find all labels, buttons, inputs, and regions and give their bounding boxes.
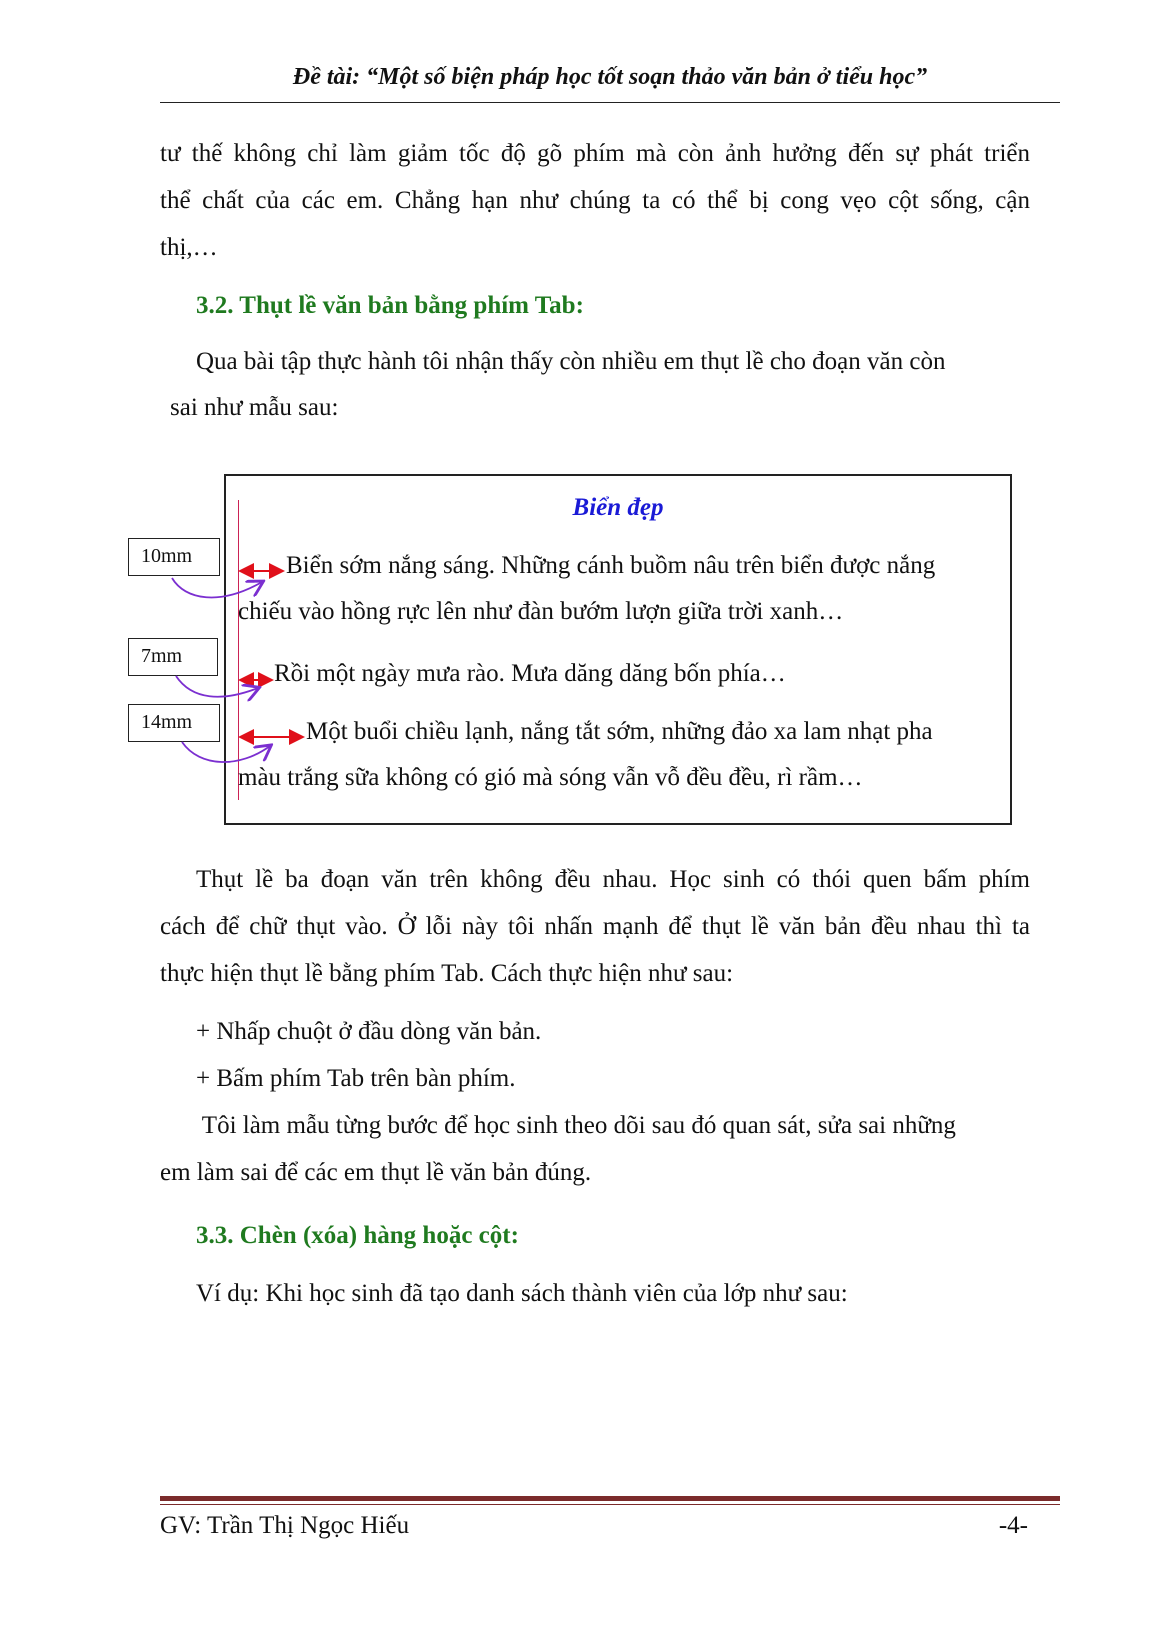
footer-divider-thin xyxy=(160,1504,1060,1505)
indent-label-7mm: 7mm xyxy=(128,638,218,676)
sample-title: Biển đẹp xyxy=(572,494,664,521)
step-1: + Nhấp chuột ở đầu dòng văn bản. xyxy=(196,1018,542,1045)
sample-para-3-line-1: Một buổi chiều lạnh, nắng tắt sớm, những đảo xa lam nhạt pha xyxy=(306,718,933,745)
section-3-3-heading: 3.3. Chèn (xóa) hàng hoặc cột: xyxy=(196,1222,519,1249)
footer-author: GV: Trần Thị Ngọc Hiếu xyxy=(160,1512,410,1539)
intro-line-1: tư thế không chỉ làm giảm tốc độ gõ phím mà còn ảnh hưởng đến sự phát triển xyxy=(160,140,1030,167)
explain-line-2: cách để chữ thụt vào. Ở lỗi này tôi nhấn mạnh để thụt lề văn bản đều nhau thì ta xyxy=(160,913,1030,940)
explain-line-5: em làm sai để các em thụt lề văn bản đúng. xyxy=(160,1159,592,1186)
section-3-3-line-1: Ví dụ: Khi học sinh đã tạo danh sách thành viên của lớp như sau: xyxy=(196,1280,848,1307)
pointer-curve-14mm xyxy=(182,742,270,762)
explain-line-3: thực hiện thụt lề bằng phím Tab. Cách thực hiện như sau: xyxy=(160,960,734,987)
sample-para-1-line-1: Biển sớm nắng sáng. Những cánh buồm nâu trên biển được nắng xyxy=(286,552,936,579)
section-3-2-line-1: Qua bài tập thực hành tôi nhận thấy còn nhiều em thụt lề cho đoạn văn còn xyxy=(196,348,946,375)
footer-divider-thick xyxy=(160,1496,1060,1501)
pointer-curve-10mm xyxy=(172,578,262,597)
indent-label-14mm: 14mm xyxy=(128,704,220,742)
intro-line-2: thể chất của các em. Chẳng hạn như chúng ta có thể bị cong vẹo cột sống, cận xyxy=(160,187,1030,214)
intro-line-3: thị,… xyxy=(160,234,218,261)
sample-para-3-line-2: màu trắng sữa không có gió mà sóng vẫn vỗ đều đều, rì rầm… xyxy=(238,764,863,791)
page-number: -4- xyxy=(998,1512,1028,1539)
header-title: Đề tài: “Một số biện pháp học tốt soạn thảo văn bản ở tiểu học” xyxy=(292,64,928,90)
sample-para-1-line-2: chiếu vào hồng rực lên như đàn bướm lượn giữa trời xanh… xyxy=(238,598,844,625)
sample-para-2: Rồi một ngày mưa rào. Mưa dăng dăng bốn phía… xyxy=(274,660,786,687)
explain-line-4: Tôi làm mẫu từng bước để học sinh theo dõi sau đó quan sát, sửa sai những xyxy=(196,1112,956,1139)
explain-line-1: Thụt lề ba đoạn văn trên không đều nhau. Học sinh có thói quen bấm phím xyxy=(196,866,1030,893)
section-3-2-heading: 3.2. Thụt lề văn bản bằng phím Tab: xyxy=(196,292,584,319)
indent-label-10mm: 10mm xyxy=(128,538,220,576)
step-2: + Bấm phím Tab trên bàn phím. xyxy=(196,1065,516,1092)
section-3-2-line-2: sai như mẫu sau: xyxy=(170,394,339,421)
